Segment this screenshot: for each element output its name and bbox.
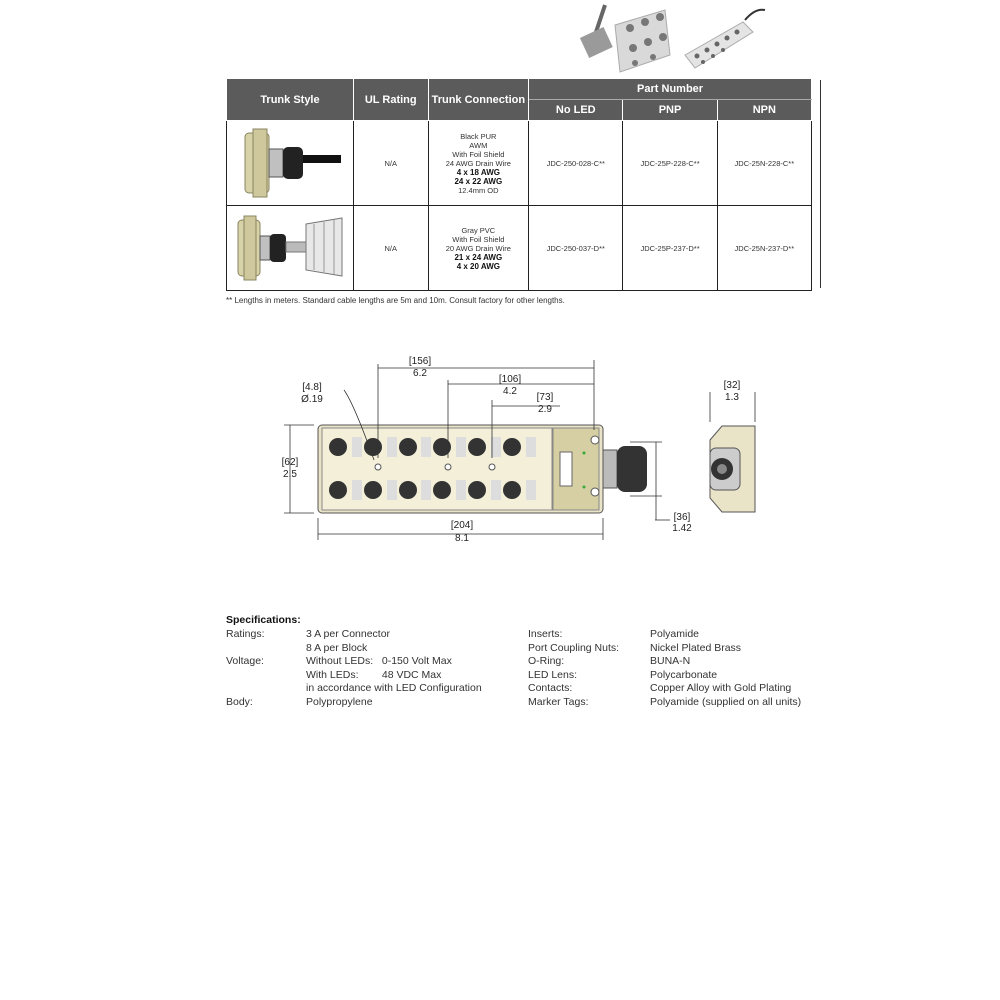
dim-48-mm: [4.8] xyxy=(302,382,322,393)
spec-value: Nickel Plated Brass xyxy=(650,641,742,654)
pvc-dsub-connector-image xyxy=(230,210,350,285)
trunk-connection-cell: Gray PVC With Foil Shield 20 AWG Drain Wire 21 x 24 AWG 4 x 20 AWG xyxy=(428,206,529,291)
ul-rating-cell: N/A xyxy=(353,121,428,206)
dim-36-in: 1.42 xyxy=(672,523,692,534)
product-photos xyxy=(575,0,775,80)
header-trunk-connection: Trunk Connection xyxy=(428,79,529,121)
part-npn: JDC-25N-237-D** xyxy=(717,206,811,291)
spec-value: 3 A per Connector xyxy=(306,628,391,640)
part-no-led: JDC-250-037-D** xyxy=(529,206,623,291)
spec-value: With LEDs: 48 VDC Max xyxy=(306,668,442,681)
dim-106-mm: [106] xyxy=(498,374,522,385)
spec-value: Copper Alloy with Gold Plating xyxy=(650,682,792,694)
trunk-style-image xyxy=(227,121,354,206)
side-view xyxy=(710,426,755,512)
trunk-style-image xyxy=(227,206,354,291)
dim-62-mm: [62] xyxy=(281,457,299,468)
specifications-title: Specifications: xyxy=(226,614,301,626)
dim-204-mm: [204] xyxy=(450,520,474,531)
table-row xyxy=(227,206,812,291)
footnote: ** Lengths in meters. Standard cable lengths are 5m and 10m. Consult factory for other lengths. xyxy=(226,296,565,305)
part-no-led: JDC-250-028-C** xyxy=(529,121,623,206)
spec-value: in accordance with LED Configuration xyxy=(306,682,482,694)
part-number-table xyxy=(226,78,812,291)
trunk-connection-cell: Black PUR AWM With Foil Shield 24 AWG Drain Wire 4 x 18 AWG 24 x 22 AWG 12.4mm OD xyxy=(428,121,529,206)
spec-value: Polycarbonate xyxy=(650,668,718,681)
header-no-led: No LED xyxy=(529,100,623,121)
spec-value: 8 A per Block xyxy=(306,641,368,654)
table-row xyxy=(227,121,812,206)
divider xyxy=(820,80,821,288)
spec-value: Polyamide (supplied on all units) xyxy=(650,695,802,708)
dim-156-in: 6.2 xyxy=(413,368,427,379)
header-pnp: PNP xyxy=(623,100,717,121)
spec-value: BUNA-N xyxy=(650,655,691,667)
dimension-drawing xyxy=(270,350,770,550)
header-part-number: Part Number xyxy=(529,79,812,100)
part-pnp: JDC-25P-237-D** xyxy=(623,206,717,291)
spec-label: Ratings: xyxy=(226,628,265,640)
dim-106-in: 4.2 xyxy=(503,386,517,397)
block-photo-left xyxy=(580,5,670,72)
dim-73-in: 2.9 xyxy=(538,404,552,415)
spec-label: Voltage: xyxy=(226,655,264,667)
dim-36-mm: [36] xyxy=(673,512,691,523)
spec-label: Inserts: xyxy=(528,628,563,640)
ul-rating-cell: N/A xyxy=(353,206,428,291)
spec-label: Marker Tags: xyxy=(528,695,589,708)
dim-48-in: Ø.19 xyxy=(301,394,323,405)
spec-value: Polyamide xyxy=(650,628,700,640)
part-npn: JDC-25N-228-C** xyxy=(717,121,811,206)
spec-label: Contacts: xyxy=(528,682,573,694)
header-npn: NPN xyxy=(717,100,811,121)
block-photo-right xyxy=(685,10,765,68)
spec-label: O-Ring: xyxy=(528,655,565,667)
spec-label: Port Coupling Nuts: xyxy=(528,641,620,654)
spec-label: LED Lens: xyxy=(528,668,578,681)
dim-204-in: 8.1 xyxy=(455,533,469,544)
header-ul-rating: UL Rating xyxy=(353,79,428,121)
dim-32-in: 1.3 xyxy=(725,392,739,403)
pur-cable-connector-image xyxy=(235,125,345,200)
spec-value: Without LEDs: 0-150 Volt Max xyxy=(306,655,452,667)
cable-gland xyxy=(603,446,647,492)
dim-156-mm: [156] xyxy=(408,356,432,367)
header-trunk-style: Trunk Style xyxy=(227,79,354,121)
dim-73-mm: [73] xyxy=(536,392,554,403)
part-pnp: JDC-25P-228-C** xyxy=(623,121,717,206)
dim-32-mm: [32] xyxy=(723,380,741,391)
spec-value: Polypropylene xyxy=(306,695,373,708)
specifications xyxy=(226,614,826,714)
spec-label: Body: xyxy=(226,695,253,708)
dim-62-in: 2.5 xyxy=(283,469,297,480)
